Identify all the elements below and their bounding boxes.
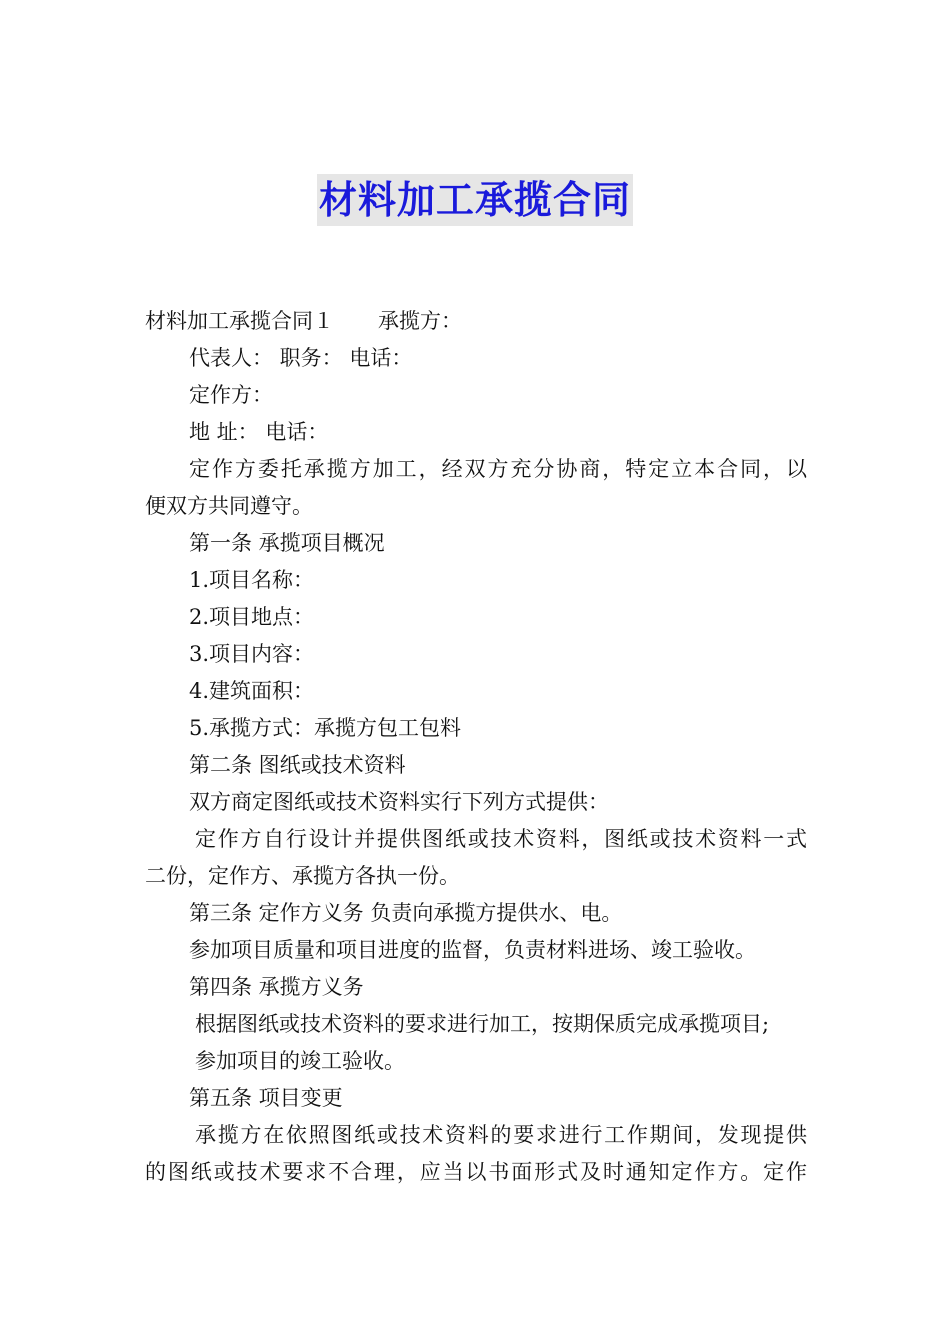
paragraph-line: 承揽方在依照图纸或技术资料的要求进行工作期间，发现提供 — [195, 1123, 807, 1147]
paragraph-line: 定作方： — [189, 383, 273, 407]
heading-line — [145, 303, 807, 340]
paragraph-line: 定作方自行设计并提供图纸或技术资料，图纸或技术资料一式 — [195, 827, 807, 851]
paragraph-line: 的图纸或技术要求不合理，应当以书面形式及时通知定作方。定作 — [145, 1160, 807, 1184]
document-title: 材料加工承揽合同 — [317, 174, 633, 226]
paragraph-line: 便双方共同遵守。 — [145, 494, 313, 518]
paragraph-line: 参加项目质量和项目进度的监督，负责材料进场、竣工验收。 — [189, 938, 756, 962]
list-item: 5.承揽方式：承揽方包工包料 — [189, 716, 462, 740]
paragraph-line: 双方商定图纸或技术资料实行下列方式提供： — [189, 790, 609, 814]
clause-heading: 第一条 承揽项目概况 — [189, 531, 385, 555]
paragraph-line: 二份，定作方、承揽方各执一份。 — [145, 864, 460, 888]
contract-name-label: 材料加工承揽合同１ — [145, 309, 334, 333]
clause-heading: 第四条 承揽方义务 — [189, 975, 364, 999]
paragraph-line: 根据图纸或技术资料的要求进行加工，按期保质完成承揽项目; — [195, 1012, 770, 1036]
list-item: 3.项目内容： — [189, 642, 315, 666]
paragraph-line: 代表人： 职务： 电话： — [189, 346, 413, 370]
clause-heading: 第三条 定作方义务 负责向承揽方提供水、电。 — [189, 901, 623, 925]
document-body — [145, 303, 807, 1191]
document-title-row — [0, 174, 950, 226]
clause-heading: 第二条 图纸或技术资料 — [189, 753, 406, 777]
list-item: 4.建筑面积： — [189, 679, 315, 703]
paragraph-line: 参加项目的竣工验收。 — [195, 1049, 405, 1073]
contractor-label: 承揽方： — [378, 309, 462, 333]
list-item: 2.项目地点： — [189, 605, 315, 629]
clause-heading: 第五条 项目变更 — [189, 1086, 343, 1110]
list-item: 1.项目名称： — [189, 568, 315, 592]
paragraph-line: 定作方委托承揽方加工，经双方充分协商，特定立本合同，以 — [189, 457, 807, 481]
paragraph-line: 地 址： 电话： — [189, 420, 329, 444]
